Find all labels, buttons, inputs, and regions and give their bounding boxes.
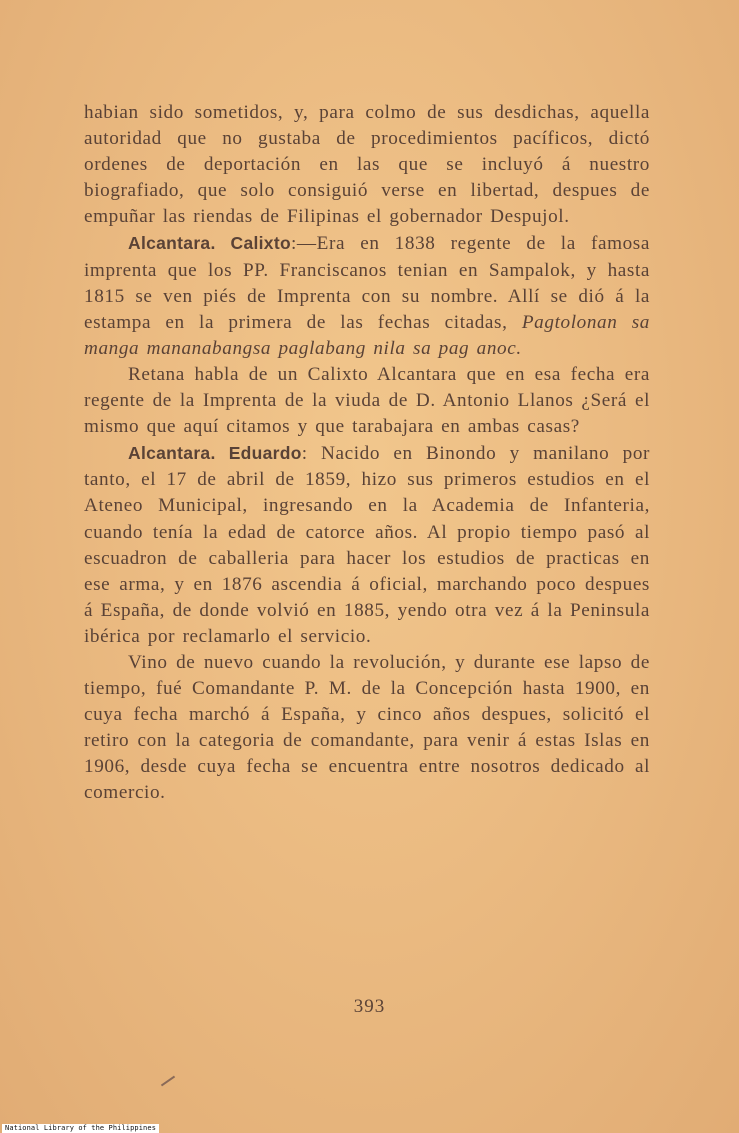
body-text	[84, 100, 650, 807]
library-footer: National Library of the Philippines	[2, 1124, 159, 1133]
paragraph-vino: Vino de nuevo cuando la revolución, y durante ese lapso de tiempo, fué Comandante P. M. de la Concepción hasta 1900, en cuya fecha marchó á España, y cinco años despues, solicitó el retiro con la categoria de comandante, para venir á estas Islas en 1906, desde cuya fecha se encuentra entre nosotros dedicado al comercio.	[84, 651, 650, 804]
entry-text-eduardo: : Nacido en Binondo y manilano por tanto, el 17 de abril de 1859, hizo sus primeros estudios en el Ateneo Municipal, ingresando en la Academia de Infanteria, cuando tenía la edad de catorce años. Al propio tiempo pasó al escuadron de caballeria para hacer los estudios de practicas en ese arma, y en 1876 ascendia á oficial, marchando poco despues á España, de donde volvió en 1885, yendo otra vez á la Peninsula ibérica por reclamarlo el servicio.	[84, 443, 650, 647]
paragraph-retana: Retana habla de un Calixto Alcantara que en esa fecha era regente de la Imprenta de la viuda de D. Antonio Llanos ¿Será el mismo que aquí citamos y que tarabajara en ambas casas?	[84, 363, 650, 438]
entry-text-calixto: :—Era en 1838 regente de la famosa imprenta que los PP. Franciscanos tenian en Sampalok, y hasta 1815 se ven piés de Imprenta con su nombre. Allí se dió á la estampa en la primera de las fechas citadas,	[84, 233, 650, 333]
paragraph-continuation: habian sido sometidos, y, para colmo de sus desdichas, aquella autoridad que no gustaba de procedimientos pacíficos, dictó ordenes de deportación en las que se incluyó á nuestro biografiado, que solo consiguió verse en libertad, despues de empuñar las riendas de Filipinas el gobernador Despujol.	[84, 102, 650, 228]
entry-name-calixto: Alcantara. Calixto	[128, 233, 291, 254]
paragraph-calixto	[84, 230, 650, 361]
book-title: Pagtolonan sa manga mananabangsa paglabang nila sa pag anoc.	[84, 311, 650, 359]
page-number: 393	[353, 996, 386, 1017]
entry-name-eduardo: Alcantara. Eduardo	[128, 443, 302, 464]
paragraph-eduardo	[84, 440, 650, 650]
